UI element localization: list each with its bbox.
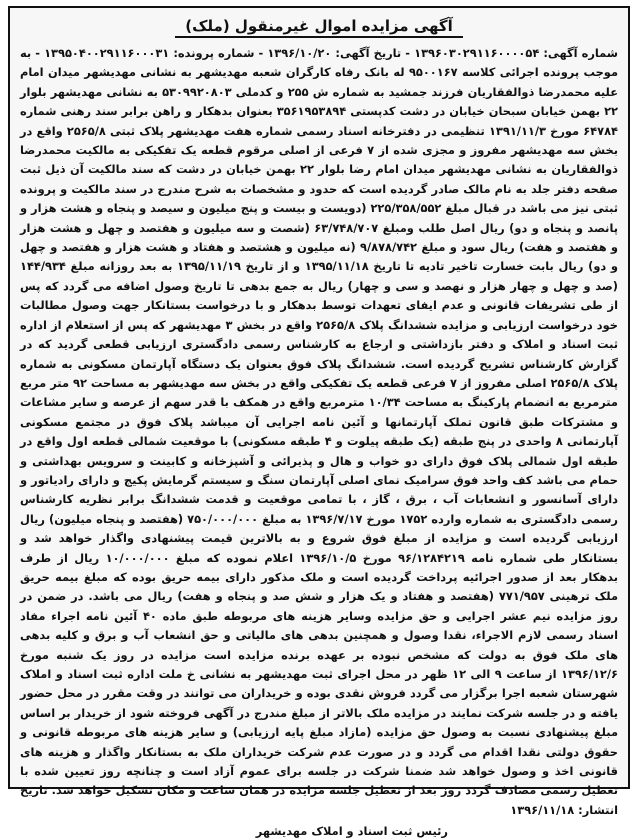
title-wrap (20, 16, 618, 38)
notice-body: شماره آگهی: ۱۳۹۶۰۳۰۲۹۱۱۶۰۰۰۰۵۴ - تاریخ آگهی: ۱۳۹۶/۱۰/۲۰ - شماره پرونده: ۱۳۹۵۰۴۰۰۲۹۱۱۶۰۰۰۳۱ - به موجب پرونده اجرائی کلاسه ۹۵۰۰۱۶۷ له بانک رفاه کارگران شعبه مهدیشهر به نشانی مهدیشهر میدان امام علیه محمدرضا ذوالفقاریان فرزند جمشید به شماره ش ۲۵۵ و کدملی ۵۳۰۹۹۲۰۸۰۳ به نشانی مهدیشهر بلوار ۲۲ بهمن خیابان سبحان خیابان در دشت کدپستی ۳۵۶۱۹۵۳۸۹۴ بعنوان بدهکار و راهن برابر سند رهنی شماره ۶۴۷۸۴ مورخ ۱۳۹۱/۱۱/۳ تنظیمی در دفترخانه اسناد رسمی شماره هفت مهدیشهر پلاک ثبتی ۲۵۶۵/۸ واقع در بخش سه مهدیشهر مفروز و مجزی شده از ۷ فرعی از اصلی مرقوم قطعه یک تفکیکی به مالکیت محمدرضا ذوالفقاریان به نشانی مهدیشهر میدان امام رضا بلوار ۲۲ بهمن خیابان در دشت که سند مالکیت آن ذیل ثبت صفحه دفتر جلد به نام مالک صادر گردیده است که حدود و مشخصات به شرح مندرج در سند مالکیت و پرونده ثبتی نیز می باشد در قبال مبلغ ۲۲۵/۳۵۸/۵۵۲ (دویست و بیست و پنج میلیون و سیصد و پنجاه و هشت هزار و پانصد و پنجاه و دو) ریال اصل طلب ومبلغ ۶۳/۷۴۸/۷۰۷ (شصت و سه میلیون و هفتصد و چهل و هشت هزار و هفتصد و هفت) ریال سود و مبلغ ۹/۸۷۸/۷۴۲ (نه میلیون و هشتصد و هفتاد و هشت هزار و هفتصد و چهل و دو) ریال بابت خسارت تاخیر تادیه تا تاریخ ۱۳۹۵/۱۱/۱۸ و از تاریخ ۱۳۹۵/۱۱/۱۹ به بعد روزانه مبلغ ۱۴۴/۹۳۴ (صد و چهل و چهار هزار و نهصد و سی و چهار) ریال به جمع بدهی تا تاریخ وصول اضافه می گردد که پس از طی تشریفات قانونی و عدم ایفای تعهدات توسط بدهکار و با درخواست بستانکار جهت وصول مطالبات خود درخواست ارزیابی و مزایده ششدانگ پلاک ۲۵۶۵/۸ واقع در بخش ۳ مهدیشهر که پس از استعلام از اداره ثبت اسناد و املاک و دفتر بازداشتی و ارجاع به کارشناس رسمی دادگستری ارزیابی قطعی گردید که در گزارش کارشناس تشریح گردیده است. ششدانگ پلاک فوق بعنوان یک دستگاه آپارتمان مسکونی به شماره پلاک ۲۵۶۵/۸ اصلی مفروز از ۷ فرعی قطعه یک تفکیکی واقع در بخش سه مهدیشهر به مساحت ۹۲ متر مربع مترمربع به انضمام پارکینگ به مساحت ۱۰/۳۴ مترمربع واقع در همکف با قدر سهم از عرصه و سایر مشاعات و مشترکات طبق قانون تملک آپارتمانها و آئین نامه اجرایی آن میباشد پلاک فوق در مجتمع مسکونی آپارتمانی ۸ واحدی در پنج طبقه (یک طبقه پیلوت و ۴ طبقه مسکونی) با موقعیت شمالی قطعه اول واقع در طبقه اول شمالی پلاک فوق دارای دو خواب و هال و پذیرائی و آشپزخانه و کابینت و سرویس بهداشتی و حمام می باشد کف واحد فوق سرامیک نمای اصلی آپارتمان سنگ و سیستم گرمایش پکیج و دارای رادیاتور و دارای آسانسور و انشعابات آب ، برق ، گاز ، با تمامی موقعیت و قدمت ششدانگ برابر نظریه کارشناس رسمی دادگستری به شماره وارده ۱۷۵۲ مورخ ۱۳۹۶/۷/۱۷ به مبلغ ۷۵۰/۰۰۰/۰۰۰ (هفتصد و پنجاه میلیون) ریال ارزیابی گردیده است و مزایده از مبلغ فوق شروع و به بالاترین قیمت پیشنهادی واگذار خواهد شد و بستانکار طی شماره نامه ۹۶/۱۲۸۴۲۱۹ مورخ ۱۳۹۶/۱۰/۵ اعلام نموده که مبلغ ۱۰/۰۰۰/۰۰۰ ریال از طرف بدهکار بعد از صدور اجرائیه پرداخت گردیده است و ملک مذکور دارای بیمه حریق بوده که مبلغ بیمه حریق ملک ترهینی ۷۷۱/۹۵۷ (هفتصد و هفتاد و یک هزار و شش صد و پنجاه و هفت) ریال می باشد. در ضمن در روز مزایده نیم عشر اجرایی و حق مزایده وسایر هزینه های مربوطه طبق ماده ۴۰ آئین نامه اجراء مفاد اسناد رسمی لازم الاجراء، نقدا وصول و همچنین بدهی های مالیاتی و حق انشعاب آب و برق و کلیه بدهی های ملک فوق به دولت که مشخص نبوده بر عهده برنده مزایده است مزایده در روز یک شنبه مورخ ۱۳۹۶/۱۲/۶ از ساعت ۹ الی ۱۲ ظهر در محل اجرای ثبت مهدیشهر به نشانی خ ملت اداره ثبت اسناد و املاک شهرستان شعبه اجرا برگزار می گردد فروش نقدی بوده و خریداران می توانند در وقت مقرر در محل حضور یافته و در جلسه شرکت نمایند در مزایده ملک بالاتر از مبلغ مندرج در آگهی فروخته شود از خریدار بر اساس مبلغ پیشنهادی نسبت به وصول حق مزایده (مازاد مبلغ پایه ارزیابی) و سایر هزینه های مربوطه قانونی و حقوق دولتی نقدا اقدام می گردد و در صورت عدم شرکت خریداران ملک به بستانکار واگذار و هزینه های قانونی اخذ و وصول خواهد شد ضمنا شرکت در جلسه برای عموم آزاد است و چنانچه روز تعیین شده با تعطیل رسمی مصادف گردد روز بعد از تعطیل جلسه مزایده در همان ساعت و مکان تشکیل خواهد شد. تاریخ انتشار: ۱۳۹۶/۱۱/۱۸ (20, 46, 619, 817)
auction-notice (8, 6, 630, 839)
notice-title: آگهی مزایده اموال غیرمنقول (ملک) (175, 16, 463, 38)
signature-line: رئیس ثبت اسناد و املاک مهدیشهر (255, 824, 448, 839)
